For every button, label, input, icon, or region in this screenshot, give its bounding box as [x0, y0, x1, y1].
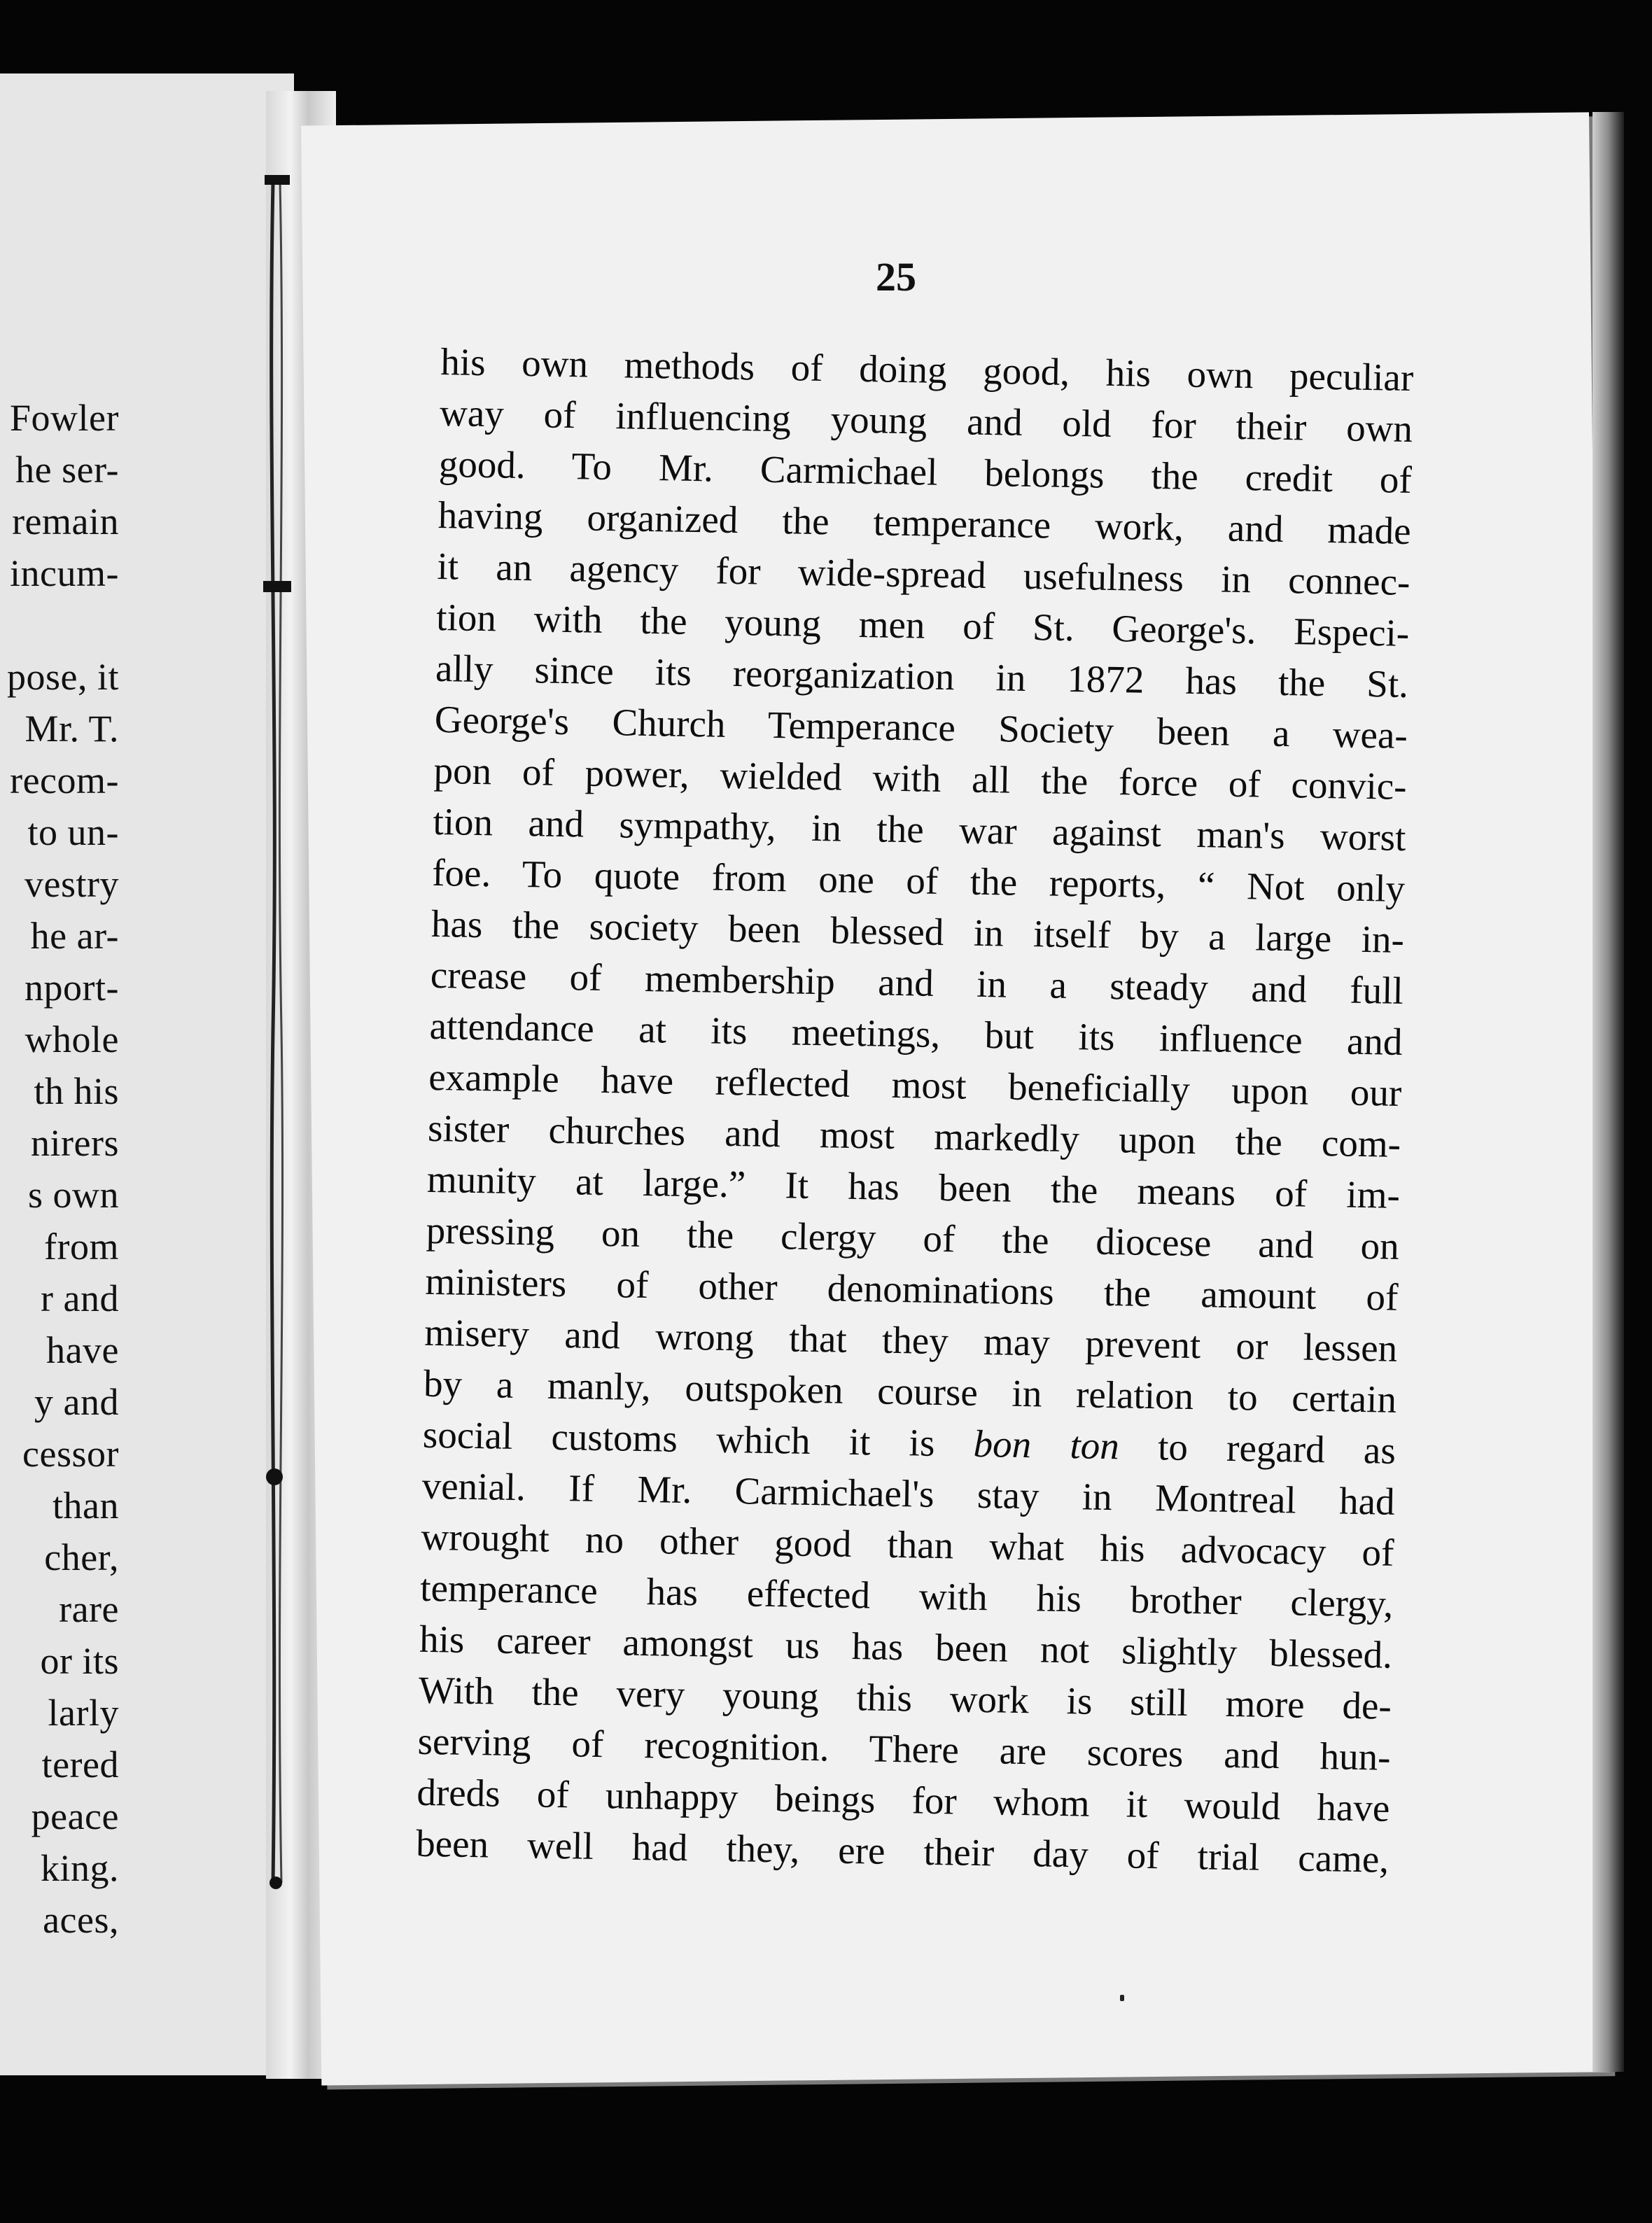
body-text-line: foe. To quote from one of the reports, “ Not only: [431, 850, 1406, 910]
left-page-line: Fowler: [10, 397, 119, 439]
left-page-line: incum-: [10, 552, 119, 594]
body-text-line: munity at large.” It has been the means of im-: [426, 1157, 1401, 1216]
body-text-line: venial. If Mr. Carmichael's stay in Montreal had: [421, 1464, 1396, 1523]
left-page-line: s own: [27, 1174, 119, 1216]
left-page-line: cessor: [22, 1433, 119, 1475]
body-text-line: having organized the temperance work, and made: [438, 493, 1412, 553]
left-page-line: Mr. T.: [24, 708, 119, 750]
left-page-line: recom-: [10, 759, 119, 801]
body-text-line: way of influencing young and old for their own: [439, 391, 1413, 451]
body-text-segment: social customs which it is: [422, 1412, 974, 1465]
body-text-line: example have reflected most beneficially upon our: [428, 1055, 1402, 1114]
ink-speck: [1120, 1995, 1124, 2001]
body-text-line: temperance has effected with his brother clergy,: [419, 1566, 1394, 1625]
left-page-line: he ser-: [15, 449, 119, 491]
body-text-line: pon of power, wielded with all the force of convic-: [433, 748, 1408, 808]
body-text-line: dreds of unhappy beings for whom it would have: [416, 1770, 1390, 1830]
body-text-line: it an agency for wide-spread usefulness in connec-: [437, 544, 1410, 603]
body-text-line: misery and wrong that they may prevent or lessen: [424, 1310, 1398, 1370]
left-page-line: than: [52, 1485, 119, 1527]
body-text-line: pressing on the clergy of the diocese and on: [426, 1208, 1400, 1268]
body-text-line: With the very young this work is still more de-: [418, 1668, 1392, 1727]
left-page-line: nport-: [24, 967, 119, 1009]
page-number: 25: [876, 254, 916, 300]
left-page-line: larly: [48, 1692, 119, 1734]
left-page-line: he ar-: [30, 915, 119, 957]
body-text-line: has the society been blessed in itself by a large in-: [430, 902, 1405, 961]
body-text-line: attendance at its meetings, but its influence and: [429, 1004, 1403, 1063]
left-page-line: th his: [34, 1070, 119, 1112]
left-page-line: whole: [24, 1018, 119, 1060]
body-text-segment: to regard as: [1119, 1424, 1396, 1472]
body-text-line: serving of recognition. There are scores and hun-: [417, 1719, 1392, 1779]
left-page-line: pose, it: [7, 656, 119, 698]
left-page-line: cher,: [44, 1536, 119, 1578]
body-text-line: George's Church Temperance Society been a wea-: [434, 697, 1408, 757]
left-page-line: tered: [41, 1744, 119, 1786]
body-text-line: tion with the young men of St. George's. Especi-: [435, 595, 1410, 654]
body-text-line: by a manly, outspoken course in relation to certain: [423, 1361, 1397, 1421]
left-page-line: have: [46, 1329, 119, 1371]
body-text-line: his career amongst us has been not slightly blessed.: [419, 1617, 1393, 1676]
body-text-line: crease of membership and in a steady and full: [430, 953, 1404, 1012]
body-text-line: ministers of other denominations the amount of: [425, 1259, 1399, 1319]
left-page-line: peace: [31, 1795, 119, 1837]
left-page-line: or its: [40, 1640, 119, 1682]
body-text-line: wrought no other good than what his advocacy of: [421, 1515, 1394, 1574]
italic-phrase: bon ton: [973, 1422, 1120, 1468]
body-text-line: ally since its reorganization in 1872 has the St.: [435, 646, 1409, 706]
left-page-text-fragments: [0, 392, 119, 1946]
body-text: [416, 336, 1414, 1885]
left-page-line: rare: [59, 1588, 119, 1630]
binding-thread: [245, 175, 301, 1897]
body-text-line: sister churches and most markedly upon the com-: [427, 1106, 1401, 1165]
left-page-line: nirers: [31, 1122, 119, 1164]
body-text-line: been well had they, ere their day of trial came,: [415, 1821, 1390, 1881]
left-page-line: from: [44, 1226, 119, 1268]
body-text-line: good. To Mr. Carmichael belongs the credit of: [438, 442, 1413, 502]
body-text-line: tion and sympathy, in the war against man's worst: [432, 799, 1406, 859]
left-page-line: [0, 599, 119, 651]
left-page-line: vestry: [24, 863, 119, 905]
left-page-line: to un-: [27, 811, 119, 853]
left-page-line: y and: [34, 1381, 119, 1423]
body-text-line: his own methods of doing good, his own peculiar: [440, 339, 1414, 400]
page-edge-shadow: [1592, 112, 1624, 2072]
left-page-line: aces,: [43, 1899, 119, 1941]
left-page-line: king.: [40, 1847, 119, 1889]
left-page-line: r and: [41, 1277, 119, 1319]
left-page-line: remain: [12, 500, 119, 542]
